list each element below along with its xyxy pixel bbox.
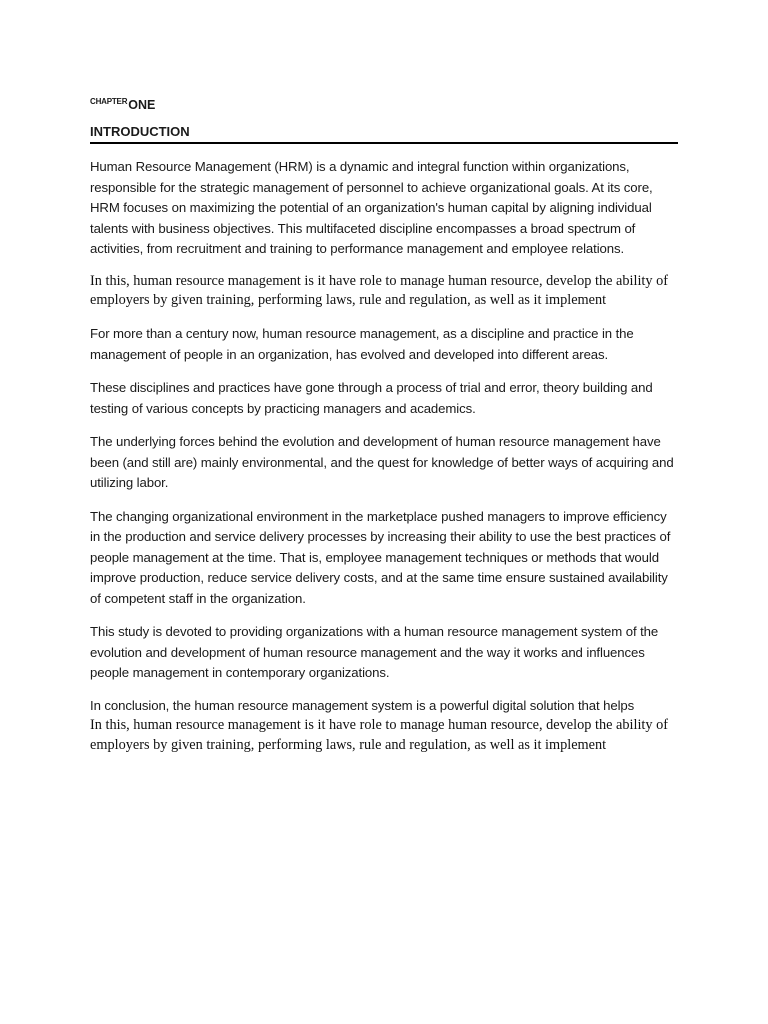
paragraph-practices: These disciplines and practices have gone through a process of trial and error, theory building and testing of various concepts by practicing managers and academics.: [90, 380, 653, 416]
paragraph-role: In this, human resource management is it have role to manage human resource, develop the ability of employers by given training, performing laws, rule and regulation, as well as it implement: [90, 272, 669, 309]
paragraph-history: For more than a century now, human resource management, as a discipline and practice in the management of people in an organization, has evolved and developed into different areas.: [90, 326, 634, 362]
conclusion-tail: In this, human resource management is it have role to manage human resource, develop the ability of employers by given training, performing laws, rule and regulation, as well as it implement: [90, 717, 669, 753]
paragraph-intro: Human Resource Management (HRM) is a dynamic and integral function within organizations, responsible for the strategic management of personnel to achieve organizational goals. At its core, HRM focuses on maximizing the potential of an organization's human capital by aligning individual talents with business objectives. This multifaceted discipline encompasses a broad spectrum of activities, from recruitment and training to performance management and employee relations.: [90, 159, 653, 256]
paragraph-study: This study is devoted to providing organizations with a human resource management system of the evolution and development of human resource management and the way it works and influences people management in contemporary organizations.: [90, 624, 659, 681]
chapter-label: [90, 92, 678, 112]
chapter-number: ONE: [128, 98, 156, 112]
paragraph-forces: The underlying forces behind the evolution and development of human resource management have been (and still are) mainly environmental, and the quest for knowledge of better ways of acquiring and utilizing labor.: [90, 434, 674, 491]
paragraph-environment: The changing organizational environment in the marketplace pushed managers to improve efficiency in the production and service delivery processes by increasing their ability to use the best practices of people management at the time. That is, employee management techniques or methods that would improve production, reduce service delivery costs, and at the same time ensure sustained availability of competent staff in the organization.: [90, 508, 671, 606]
section-heading: INTRODUCTION: [90, 124, 678, 144]
conclusion-lead: In conclusion, the human resource management system is a powerful digital solution that helps: [90, 697, 635, 713]
document-body: [90, 92, 678, 756]
paragraph-conclusion: [90, 696, 678, 756]
chapter-word: CHAPTER: [90, 97, 128, 106]
